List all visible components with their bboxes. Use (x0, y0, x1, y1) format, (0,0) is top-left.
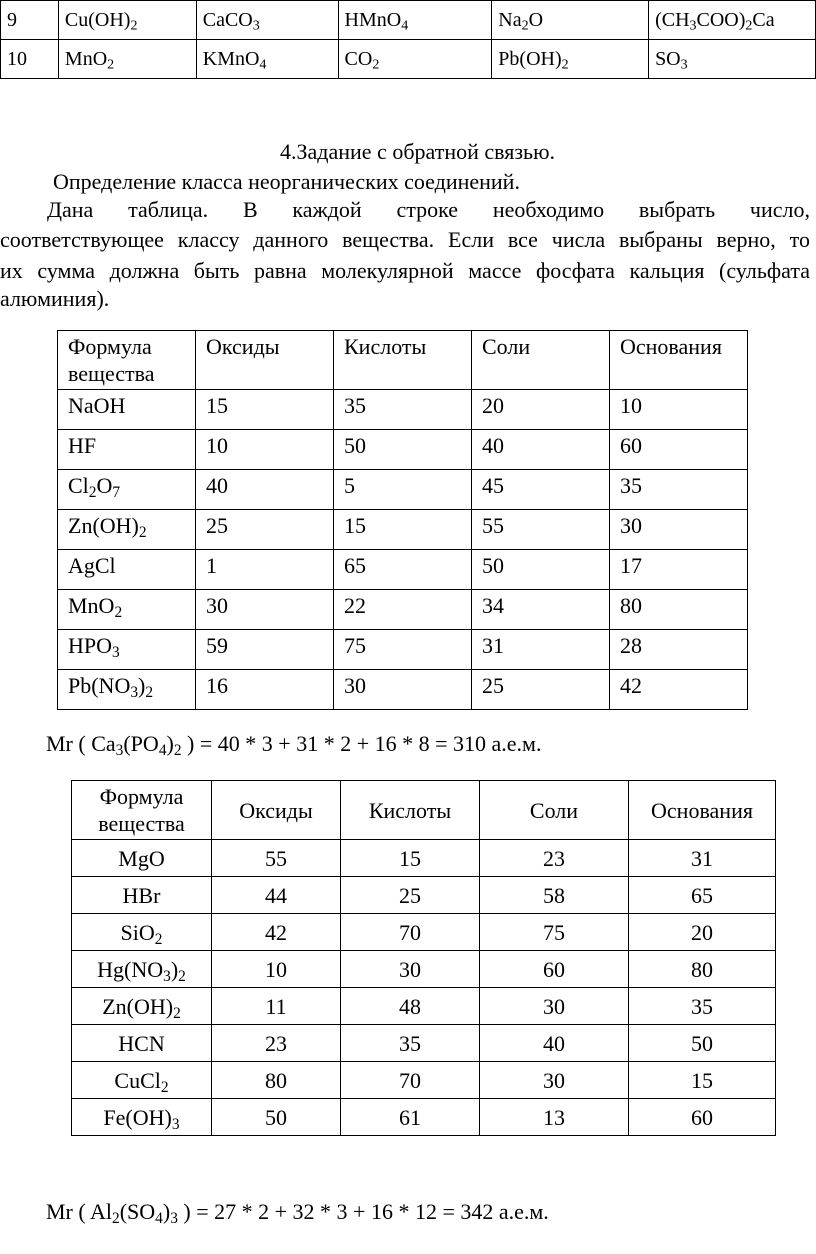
table2-value-cell: 70 (341, 1062, 480, 1099)
table2-formula-cell: MgO (72, 840, 212, 877)
top-table-value-cell: CaCO$_3$ (196, 1, 338, 40)
table2-formula-cell: HBr (72, 877, 212, 914)
table1-header-cell: Оксиды (196, 331, 334, 390)
table1-value-cell: 50 (334, 430, 472, 470)
table1-value-cell: 50 (472, 550, 610, 590)
top-table-formula-cell: 9 (1, 1, 59, 40)
top-table-formula-cell: 10 (1, 40, 59, 79)
table1-row (58, 510, 748, 550)
table2-value-cell: 23 (212, 1025, 341, 1062)
top-table-value-cell: $CO_2$ (338, 40, 492, 79)
table2-value-cell: 15 (341, 840, 480, 877)
table1-row (58, 390, 748, 430)
table1-value-cell: 15 (196, 390, 334, 430)
table2-value-cell: 80 (212, 1062, 341, 1099)
table1-value-cell: 28 (610, 630, 748, 670)
table1-value-cell: 40 (196, 470, 334, 510)
table1-value-cell: 30 (334, 670, 472, 710)
table2-value-cell: 30 (480, 988, 629, 1025)
table2-value-cell: 58 (480, 877, 629, 914)
paragraph-line-1: Дана таблица. В каждой строке необходимо выбрать число, (47, 197, 810, 222)
table1-formula-cell: NaOH (58, 390, 196, 430)
table1-value-cell: 55 (472, 510, 610, 550)
table2-value-cell: 48 (341, 988, 480, 1025)
task-heading: 4.Задание с обратной связью. (280, 139, 556, 164)
table2-formula-cell: $Zn(OH)_2$ (72, 988, 212, 1025)
table1-row (58, 470, 748, 510)
table2-value-cell: 42 (212, 914, 341, 951)
table1-value-cell: 40 (472, 430, 610, 470)
top-table (0, 0, 816, 79)
table2-value-cell: 35 (341, 1025, 480, 1062)
formula-aluminium-sulfate: Mr ( $Al_2(SO_4)_3$ ) = 27 * 2 + 32 * 3 + 16 * 12 = 342 а.е.м. (46, 1199, 549, 1227)
table1-formula-cell: MnO$_2$ (58, 590, 196, 630)
table1-value-cell: 60 (610, 430, 748, 470)
table2-row (72, 877, 776, 914)
table2-value-cell: 15 (629, 1062, 776, 1099)
table2-row (72, 1062, 776, 1099)
table1-value-cell: 31 (472, 630, 610, 670)
top-table-value-cell: $Cu(OH)_2$ (58, 1, 196, 40)
table2-value-cell: 44 (212, 877, 341, 914)
table2-value-cell: 30 (341, 951, 480, 988)
table1-header-row (58, 331, 748, 390)
paragraph-line-2: соответствующее классу данного вещества. Если все числа выбраны верно, то (0, 227, 810, 252)
table2-formula-cell: $Hg(NO_3)_2$ (72, 951, 212, 988)
table1-row (58, 590, 748, 630)
top-table-value-cell: $Na_2O$ (492, 1, 649, 40)
table1-value-cell: 25 (196, 510, 334, 550)
table2-formula-cell: SiO$_2$ (72, 914, 212, 951)
table1-row (58, 630, 748, 670)
table2-header-cell: Оксиды (212, 781, 341, 840)
table2-value-cell: 40 (480, 1025, 629, 1062)
table1-value-cell: 25 (472, 670, 610, 710)
classification-table-1 (57, 330, 748, 710)
table2-header-cell: Основания (629, 781, 776, 840)
top-table-value-cell: KMnO$_4$ (196, 40, 338, 79)
paragraph-line-3: их сумма должна быть равна молекулярной массе фосфата кальция (сульфата (0, 258, 810, 283)
table1-value-cell: 15 (334, 510, 472, 550)
table2-row (72, 1099, 776, 1136)
table1-value-cell: 5 (334, 470, 472, 510)
table2-value-cell: 50 (629, 1025, 776, 1062)
table1-value-cell: 65 (334, 550, 472, 590)
classification-table-2 (71, 780, 776, 1136)
table2-value-cell: 60 (480, 951, 629, 988)
table2-value-cell: 20 (629, 914, 776, 951)
top-table-row (1, 1, 816, 40)
table2-value-cell: 25 (341, 877, 480, 914)
table2-header-cell: Формула вещества (72, 781, 212, 840)
table1-formula-cell: $Zn(OH)_2$ (58, 510, 196, 550)
table1-formula-cell: AgCl (58, 550, 196, 590)
top-table-value-cell: $SO_3$ (649, 40, 816, 79)
table2-header-cell: Соли (480, 781, 629, 840)
table2-value-cell: 60 (629, 1099, 776, 1136)
table2-header-cell: Кислоты (341, 781, 480, 840)
table1-value-cell: 30 (196, 590, 334, 630)
top-table-value-cell: HMnO$_4$ (338, 1, 492, 40)
table1-value-cell: 16 (196, 670, 334, 710)
table1-header-cell: Кислоты (334, 331, 472, 390)
table1-value-cell: 10 (196, 430, 334, 470)
top-table-value-cell: MnO$_2$ (58, 40, 196, 79)
table1-value-cell: 10 (610, 390, 748, 430)
table2-value-cell: 75 (480, 914, 629, 951)
table2-value-cell: 65 (629, 877, 776, 914)
table1-row (58, 550, 748, 590)
task-subheading: Определение класса неорганических соединений. (53, 169, 520, 194)
table1-value-cell: 35 (334, 390, 472, 430)
top-table-value-cell: $(CH_3COO)_2Ca$ (649, 1, 816, 40)
table2-value-cell: 11 (212, 988, 341, 1025)
table2-value-cell: 23 (480, 840, 629, 877)
table2-row (72, 1025, 776, 1062)
table2-value-cell: 50 (212, 1099, 341, 1136)
table1-header-cell: Формула вещества (58, 331, 196, 390)
top-table-row (1, 40, 816, 79)
table1-value-cell: 45 (472, 470, 610, 510)
table1-value-cell: 75 (334, 630, 472, 670)
table1-value-cell: 20 (472, 390, 610, 430)
table1-row (58, 430, 748, 470)
table2-header-row (72, 781, 776, 840)
table1-value-cell: 34 (472, 590, 610, 630)
table1-formula-cell: $Pb(NO_3)_2$ (58, 670, 196, 710)
table1-formula-cell: $HPO_3$ (58, 630, 196, 670)
table1-value-cell: 35 (610, 470, 748, 510)
table2-formula-cell: CuCl$_2$ (72, 1062, 212, 1099)
table2-row (72, 951, 776, 988)
table2-formula-cell: $Fe(OH)_3$ (72, 1099, 212, 1136)
table2-value-cell: 80 (629, 951, 776, 988)
formula-calcium-phosphate: Mr ( $Ca_3(PO_4)_2$ ) = 40 * 3 + 31 * 2 + 16 * 8 = 310 а.е.м. (46, 731, 542, 759)
table2-value-cell: 35 (629, 988, 776, 1025)
table1-row (58, 670, 748, 710)
table1-formula-cell: HF (58, 430, 196, 470)
table2-value-cell: 55 (212, 840, 341, 877)
table2-row (72, 988, 776, 1025)
table1-value-cell: 42 (610, 670, 748, 710)
table1-value-cell: 17 (610, 550, 748, 590)
table2-value-cell: 13 (480, 1099, 629, 1136)
table2-formula-cell: HCN (72, 1025, 212, 1062)
table1-value-cell: 22 (334, 590, 472, 630)
table1-header-cell: Соли (472, 331, 610, 390)
paragraph-line-4: алюминия). (0, 286, 110, 311)
table2-value-cell: 61 (341, 1099, 480, 1136)
table1-header-cell: Основания (610, 331, 748, 390)
table1-formula-cell: $Cl_2O_7$ (58, 470, 196, 510)
table1-value-cell: 1 (196, 550, 334, 590)
table1-value-cell: 80 (610, 590, 748, 630)
table2-value-cell: 31 (629, 840, 776, 877)
table2-value-cell: 30 (480, 1062, 629, 1099)
top-table-value-cell: $Pb(OH)_2$ (492, 40, 649, 79)
table2-value-cell: 10 (212, 951, 341, 988)
table1-value-cell: 30 (610, 510, 748, 550)
table2-row (72, 914, 776, 951)
table2-value-cell: 70 (341, 914, 480, 951)
table1-value-cell: 59 (196, 630, 334, 670)
table2-row (72, 840, 776, 877)
